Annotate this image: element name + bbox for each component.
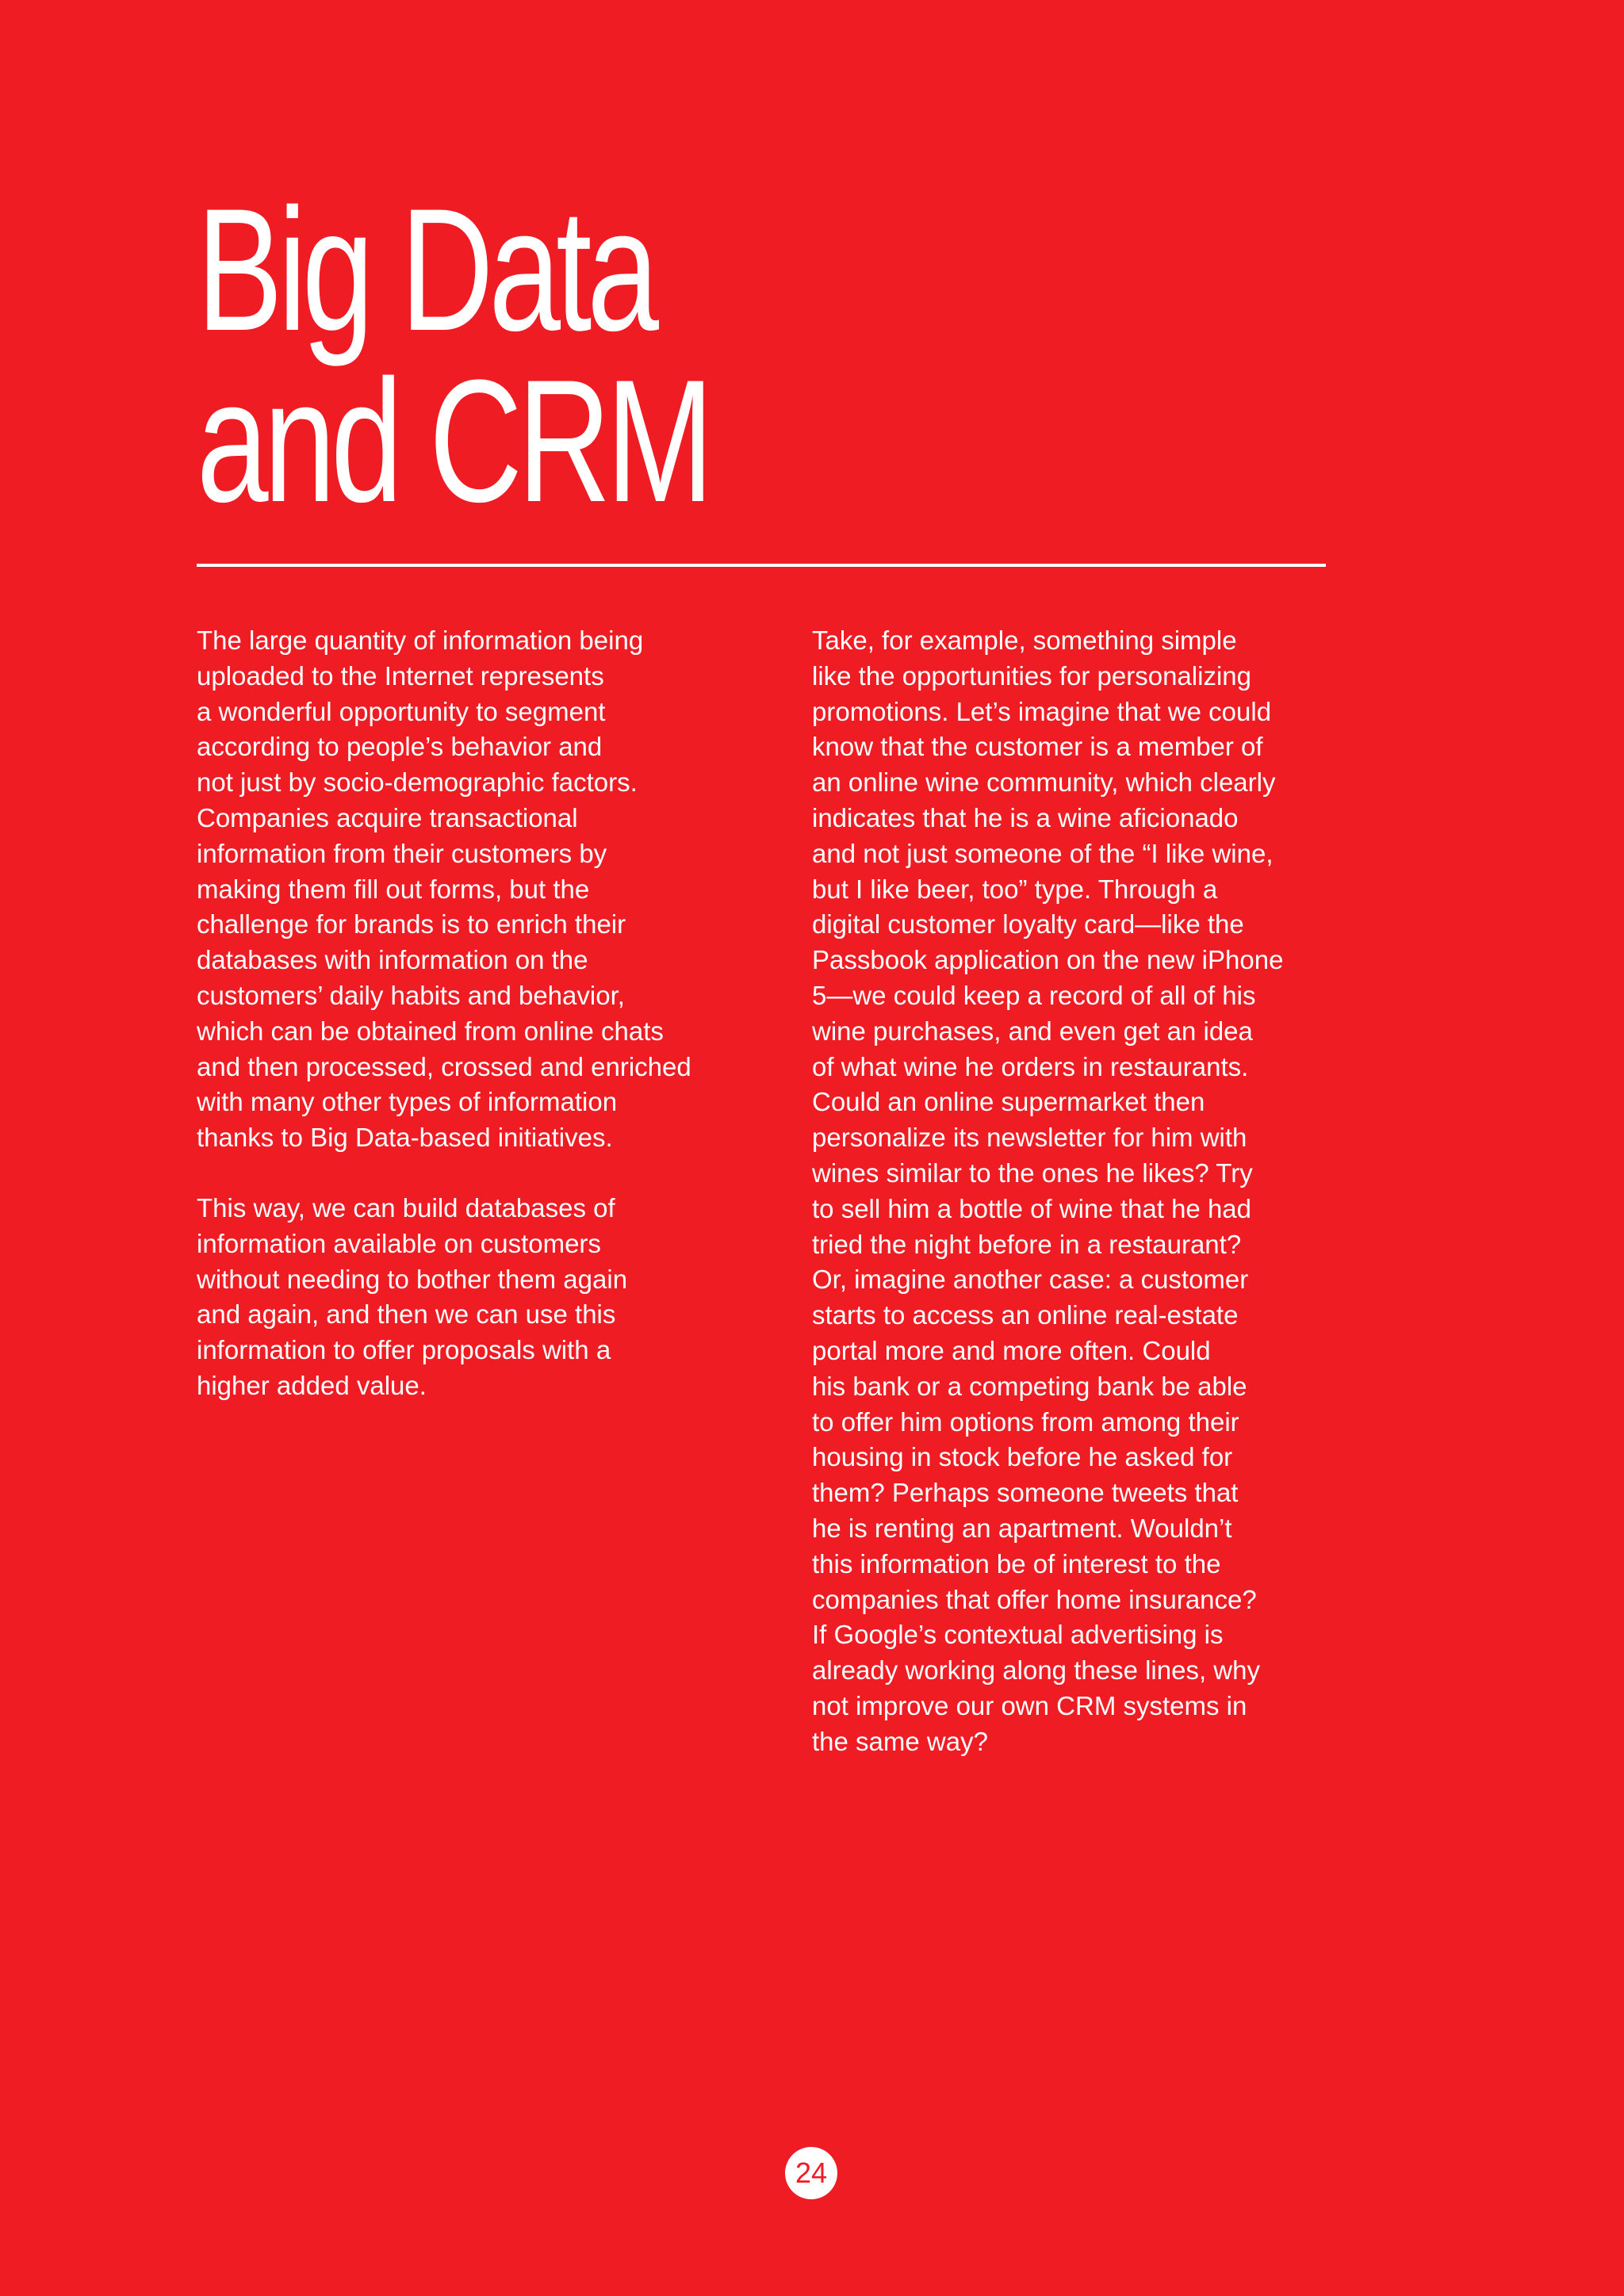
left-column (197, 623, 752, 1404)
title-line-1: Big Data (197, 172, 655, 367)
text-line: and again, and then we can use this (197, 1299, 616, 1330)
text-line: according to people’s behavior and (197, 732, 603, 762)
text-line: housing in stock before he asked for (812, 1442, 1233, 1472)
text-line: This way, we can build databases of (197, 1192, 615, 1223)
text-line: wines similar to the ones he likes? Try (812, 1158, 1253, 1188)
text-line: to sell him a bottle of wine that he had (812, 1193, 1252, 1223)
text-line: the same way? (812, 1726, 988, 1756)
text-line: a wonderful opportunity to segment (197, 696, 606, 726)
text-line: information available on customers (197, 1228, 601, 1258)
text-line: but I like beer, too” type. Through a (812, 874, 1218, 904)
text-line: not improve our own CRM systems in (812, 1690, 1247, 1720)
text-line: already working along these lines, why (812, 1655, 1260, 1686)
text-line: challenge for brands is to enrich their (197, 909, 626, 939)
left-paragraph-1 (197, 623, 752, 1156)
text-line: companies that offer home insurance? (812, 1584, 1257, 1614)
text-line: Take, for example, something simple (812, 626, 1237, 655)
text-line: digital customer loyalty card—like the (812, 909, 1244, 939)
text-line: to offer him options from among their (812, 1406, 1239, 1437)
text-line: starts to access an online real-estate (812, 1300, 1239, 1330)
text-line: higher added value. (197, 1370, 427, 1400)
text-line: If Google’s contextual advertising is (812, 1620, 1224, 1650)
text-line: information to offer proposals with a (197, 1335, 611, 1365)
right-column (812, 623, 1367, 1760)
text-line: not just by socio-demographic factors. (197, 767, 638, 798)
title-divider (197, 564, 1326, 567)
text-line: them? Perhaps someone tweets that (812, 1478, 1239, 1508)
text-line: thanks to Big Data-based initiatives. (197, 1123, 613, 1153)
text-line: customers’ daily habits and behavior, (197, 980, 625, 1010)
text-line: an online wine community, which clearly (812, 767, 1276, 798)
text-line: Could an online supermarket then (812, 1087, 1205, 1117)
text-line: like the opportunities for personalizing (812, 660, 1251, 691)
text-line: information from their customers by (197, 838, 607, 868)
text-line: this information be of interest to the (812, 1548, 1221, 1578)
title-line-2: and CRM (197, 343, 710, 538)
text-line: of what wine he orders in restaurants. (812, 1051, 1249, 1081)
text-line: Companies acquire transactional (197, 802, 578, 832)
text-line: know that the customer is a member of (812, 732, 1263, 762)
text-line: Passbook application on the new iPhone (812, 945, 1284, 975)
text-line: personalize its newsletter for him with (812, 1123, 1247, 1153)
text-line: portal more and more often. Could (812, 1335, 1211, 1365)
text-line: indicates that he is a wine aficionado (812, 802, 1239, 832)
text-line: making them fill out forms, but the (197, 874, 590, 904)
text-line: his bank or a competing bank be able (812, 1371, 1247, 1401)
text-line: and not just someone of the “I like wine, (812, 838, 1274, 868)
page-number: 24 (785, 2147, 837, 2199)
text-line: tried the night before in a restaurant? (812, 1229, 1242, 1259)
text-line: Or, imagine another case: a customer (812, 1265, 1249, 1295)
text-line: which can be obtained from online chats (197, 1016, 664, 1046)
page-title (197, 172, 710, 538)
text-line: he is renting an apartment. Wouldn’t (812, 1513, 1232, 1543)
left-paragraph-2 (197, 1191, 752, 1404)
right-paragraph-1 (812, 623, 1367, 1760)
text-line: The large quantity of information being (197, 626, 644, 655)
text-line: 5—we could keep a record of all of his (812, 980, 1256, 1010)
text-line: databases with information on the (197, 945, 588, 975)
text-line: and then processed, crossed and enriched (197, 1051, 691, 1081)
text-line: uploaded to the Internet represents (197, 660, 604, 691)
text-line: without needing to bother them again (197, 1264, 628, 1294)
text-line: promotions. Let’s imagine that we could (812, 696, 1272, 726)
text-line: wine purchases, and even get an idea (812, 1016, 1253, 1046)
text-line: with many other types of information (197, 1087, 618, 1117)
